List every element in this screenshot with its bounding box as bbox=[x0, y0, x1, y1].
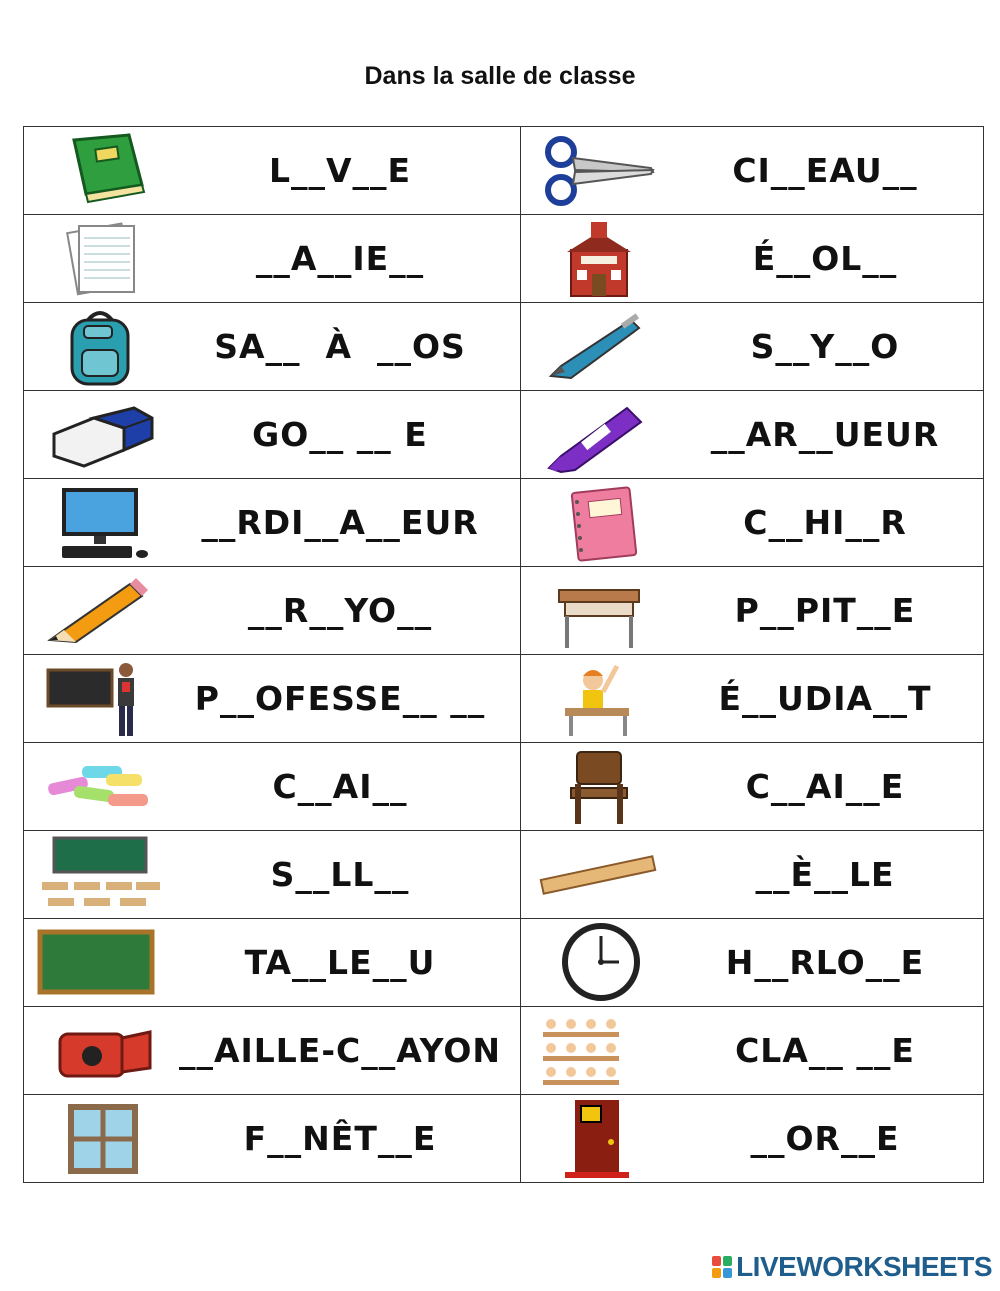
missing-letters-word[interactable]: É__OL__ bbox=[752, 239, 898, 278]
window-icon bbox=[34, 1098, 162, 1180]
missing-letters-word[interactable]: __AR__UEUR bbox=[710, 415, 940, 454]
table-row bbox=[24, 127, 984, 215]
word-cell-left bbox=[24, 919, 521, 1007]
missing-letters-word[interactable]: C__AI__E bbox=[745, 767, 905, 806]
pen-icon bbox=[531, 306, 659, 388]
word-cell-left bbox=[24, 567, 521, 655]
paper-sheets-icon bbox=[34, 218, 162, 300]
page-title: Dans la salle de classe bbox=[364, 62, 636, 90]
chalk-icon bbox=[34, 746, 162, 828]
missing-letters-word[interactable]: __OR__E bbox=[750, 1119, 900, 1158]
schoolhouse-icon bbox=[531, 218, 659, 300]
notebook-icon bbox=[531, 482, 659, 564]
missing-letters-word[interactable]: __A__IE__ bbox=[255, 239, 425, 278]
table-row bbox=[24, 567, 984, 655]
marker-icon bbox=[531, 394, 659, 476]
word-cell-left bbox=[24, 655, 521, 743]
word-cell-left bbox=[24, 391, 521, 479]
word-cell-right bbox=[521, 127, 984, 215]
missing-letters-word[interactable]: CI__EAU__ bbox=[732, 151, 918, 190]
desk-icon bbox=[531, 570, 659, 652]
table-row bbox=[24, 831, 984, 919]
missing-letters-word[interactable]: C__HI__R bbox=[743, 503, 907, 542]
table-row bbox=[24, 655, 984, 743]
missing-letters-word[interactable]: P__PIT__E bbox=[734, 591, 916, 630]
computer-icon bbox=[34, 482, 162, 564]
student-icon bbox=[531, 658, 659, 740]
table-row bbox=[24, 479, 984, 567]
word-cell-left bbox=[24, 1007, 521, 1095]
word-cell-right bbox=[521, 567, 984, 655]
table-row bbox=[24, 1007, 984, 1095]
word-cell-left bbox=[24, 1095, 521, 1183]
backpack-icon bbox=[34, 306, 162, 388]
door-icon bbox=[531, 1098, 659, 1180]
word-cell-left bbox=[24, 215, 521, 303]
word-cell-right bbox=[521, 1007, 984, 1095]
word-cell-left bbox=[24, 127, 521, 215]
table-row bbox=[24, 303, 984, 391]
missing-letters-word[interactable]: __RDI__A__EUR bbox=[201, 503, 479, 542]
word-cell-left bbox=[24, 479, 521, 567]
table-row bbox=[24, 919, 984, 1007]
missing-letters-word[interactable]: SA__ À __OS bbox=[214, 327, 466, 366]
chalkboard-icon bbox=[34, 922, 162, 1004]
missing-letters-word[interactable]: TA__LE__U bbox=[244, 943, 436, 982]
missing-letters-word[interactable]: F__NÊT__E bbox=[243, 1119, 437, 1158]
eraser-icon bbox=[34, 394, 162, 476]
footer-logo bbox=[712, 1251, 992, 1283]
missing-letters-word[interactable]: C__AI__ bbox=[272, 767, 408, 806]
missing-letters-word[interactable]: É__UDIA__T bbox=[718, 679, 932, 718]
worksheet-table bbox=[23, 126, 984, 1183]
word-cell-right bbox=[521, 479, 984, 567]
word-cell-right bbox=[521, 1095, 984, 1183]
class-students-icon bbox=[531, 1010, 659, 1092]
word-cell-left bbox=[24, 743, 521, 831]
word-cell-right bbox=[521, 919, 984, 1007]
teacher-icon bbox=[34, 658, 162, 740]
ruler-icon bbox=[531, 834, 659, 916]
missing-letters-word[interactable]: __R__YO__ bbox=[247, 591, 433, 630]
word-cell-right bbox=[521, 215, 984, 303]
word-cell-right bbox=[521, 303, 984, 391]
table-row bbox=[24, 1095, 984, 1183]
word-cell-right bbox=[521, 743, 984, 831]
word-cell-right bbox=[521, 391, 984, 479]
missing-letters-word[interactable]: H__RLO__E bbox=[725, 943, 925, 982]
missing-letters-word[interactable]: __AILLE-C__AYON bbox=[178, 1031, 502, 1070]
missing-letters-word[interactable]: __È__LE bbox=[755, 855, 895, 894]
missing-letters-word[interactable]: S__LL__ bbox=[270, 855, 410, 894]
green-book-icon bbox=[34, 130, 162, 212]
brand-name: LIVEWORKSHEETS bbox=[736, 1251, 992, 1282]
word-cell-left bbox=[24, 831, 521, 919]
missing-letters-word[interactable]: S__Y__O bbox=[750, 327, 900, 366]
clock-icon bbox=[531, 922, 659, 1004]
word-cell-left bbox=[24, 303, 521, 391]
word-cell-right bbox=[521, 655, 984, 743]
pencil-icon bbox=[34, 570, 162, 652]
liveworksheets-logo-icon bbox=[712, 1256, 732, 1278]
word-cell-right bbox=[521, 831, 984, 919]
pencil-sharpener-icon bbox=[34, 1010, 162, 1092]
table-row bbox=[24, 391, 984, 479]
table-row bbox=[24, 215, 984, 303]
scissors-icon bbox=[531, 130, 659, 212]
chair-icon bbox=[531, 746, 659, 828]
missing-letters-word[interactable]: P__OFESSE__ __ bbox=[194, 679, 486, 718]
classroom-icon bbox=[34, 834, 162, 916]
missing-letters-word[interactable]: CLA__ __E bbox=[735, 1031, 915, 1070]
missing-letters-word[interactable]: L__V__E bbox=[268, 151, 412, 190]
table-row bbox=[24, 743, 984, 831]
missing-letters-word[interactable]: GO__ __ E bbox=[252, 415, 428, 454]
